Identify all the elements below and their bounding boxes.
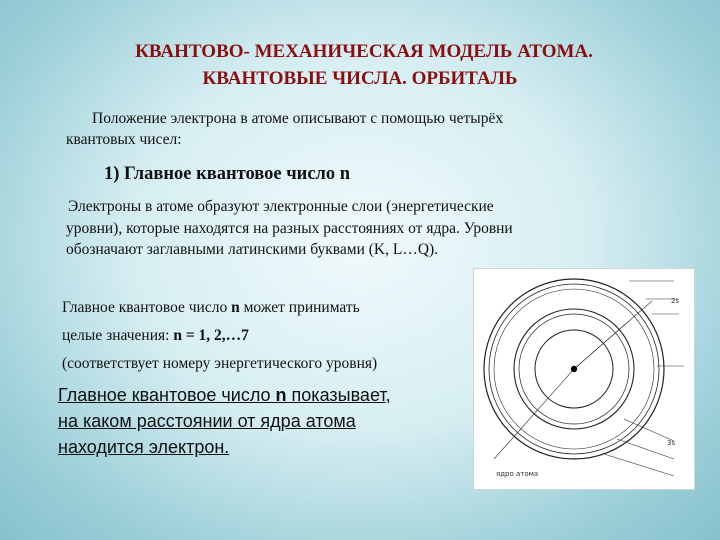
leader-6 — [617, 439, 674, 459]
values-text — [62, 294, 492, 378]
shows-line-1 — [58, 382, 488, 408]
values-line-2 — [62, 322, 492, 350]
nucleus-pointer — [494, 369, 574, 459]
energy-levels-paragraph — [66, 196, 686, 261]
para-line-3: обозначают заглавными латинскими буквами (K, L…Q). — [66, 241, 439, 258]
shows-line-3 — [58, 434, 488, 460]
values-line-2-text: целые значения: — [62, 327, 174, 344]
values-line-1 — [62, 294, 492, 322]
atom-shells-diagram — [474, 269, 694, 489]
label-3s: 3s — [667, 439, 676, 447]
intro-line-2: квантовых чисел: — [66, 131, 182, 148]
label-nucleus: ядро атома — [496, 470, 539, 478]
intro-text — [66, 108, 666, 150]
shows-n-symbol: n — [275, 385, 287, 405]
shows-text — [58, 382, 488, 460]
nucleus-dot — [571, 366, 577, 372]
n-values: n = 1, 2,…7 — [173, 327, 249, 344]
atom-shells-figure — [473, 268, 695, 490]
section-heading: 1) Главное квантовое число n — [104, 164, 351, 184]
leader-7 — [604, 454, 674, 476]
slide-title-line-2: КВАНТОВЫЕ ЧИСЛА. ОРБИТАЛЬ — [202, 68, 518, 89]
shows-line-1-text: Главное квантовое число — [58, 385, 276, 405]
label-2s: 2s — [671, 297, 680, 305]
values-line-1-tail: может принимать — [239, 299, 360, 316]
slide-title-line-1: КВАНТОВО- МЕХАНИЧЕСКАЯ МОДЕЛЬ АТОМА. — [135, 41, 593, 62]
shows-line-2 — [58, 408, 488, 434]
intro-line-1: Положение электрона в атоме описывают с помощью четырёх — [92, 110, 504, 127]
slide-title — [0, 38, 720, 92]
para-line-2: уровни), которые находятся на разных расстояниях от ядра. Уровни — [66, 219, 513, 237]
values-line-3: (соответствует номеру энергетического уровня) — [62, 355, 378, 372]
n-symbol: n — [231, 299, 240, 316]
shows-line-2-text: на каком расстоянии от ядра атома — [58, 411, 356, 431]
shows-line-1-tail: показывает, — [286, 385, 391, 405]
values-line-1-text: Главное квантовое число — [62, 299, 232, 316]
shows-line-3-text: находится электрон. — [58, 437, 230, 457]
radius-line-outer — [574, 301, 652, 369]
para-line-1: Электроны в атоме образуют электронные слои (энергетические — [68, 198, 494, 215]
